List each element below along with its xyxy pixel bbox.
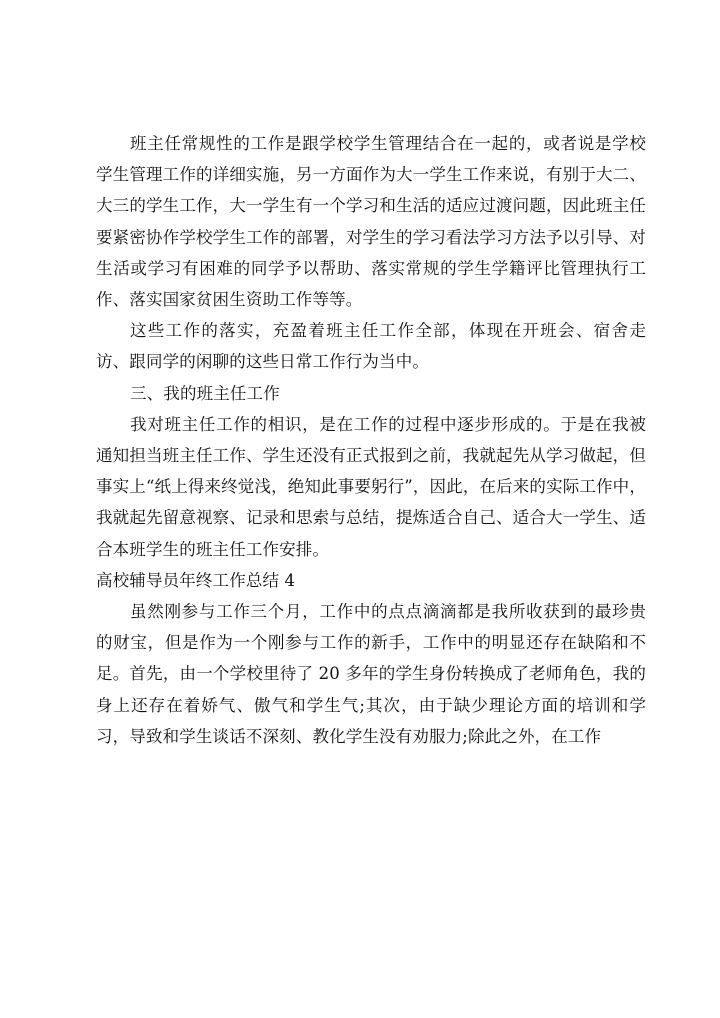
- document-body: [96, 128, 646, 752]
- section-heading-my-work: 三、我的班主任工作: [130, 383, 280, 403]
- article-title-summary-4: 高校辅导员年终工作总结 4: [96, 570, 296, 590]
- paragraph-class-teacher-routine: 班主任常规性的工作是跟学校学生管理结合在一起的，或者说是学校学生管理工作的详细实施，另一方面作为大一学生工作来说，有别于大二、大三的学生工作，大一学生有一个学习和生活的适应过渡问题，因此班主任要紧密协作学校学生工作的部署，对学生的学习看法学习方法予以引导、对生活或学习有困难的同学予以帮助、落实常规的学生学籍评比管理执行工作、落实国家贫困生资助工作等等。: [96, 134, 646, 310]
- paragraph-work-implementation: 这些工作的落实，充盈着班主任工作全部，体现在开班会、宿舍走访、跟同学的闲聊的这些日常工作行为当中。: [96, 321, 646, 372]
- paragraph-understanding-work: 我对班主任工作的相识，是在工作的过程中逐步形成的。于是在我被通知担当班主任工作、学生还没有正式报到之前，我就起先从学习做起，但事实上“纸上得来终觉浅，绝知此事要躬行”，因此，在后来的实际工作中，我就起先留意视察、记录和思索与总结，提炼适合自己、适合大一学生、适合本班学生的班主任工作安排。: [96, 414, 646, 559]
- paragraph-first-three-months: 虽然刚参与工作三个月，工作中的点点滴滴都是我所收获到的最珍贵的财宝，但是作为一个刚参与工作的新手，工作中的明显还存在缺陷和不足。首先，由一个学校里待了 20 多年的学生身份转换成了老师角色，我的身上还存在着娇气、傲气和学生气;其次，由于缺少理论方面的培训和学习，导致和学生谈话不深刻、教化学生没有劝服力;除此之外，在工作: [96, 602, 646, 746]
